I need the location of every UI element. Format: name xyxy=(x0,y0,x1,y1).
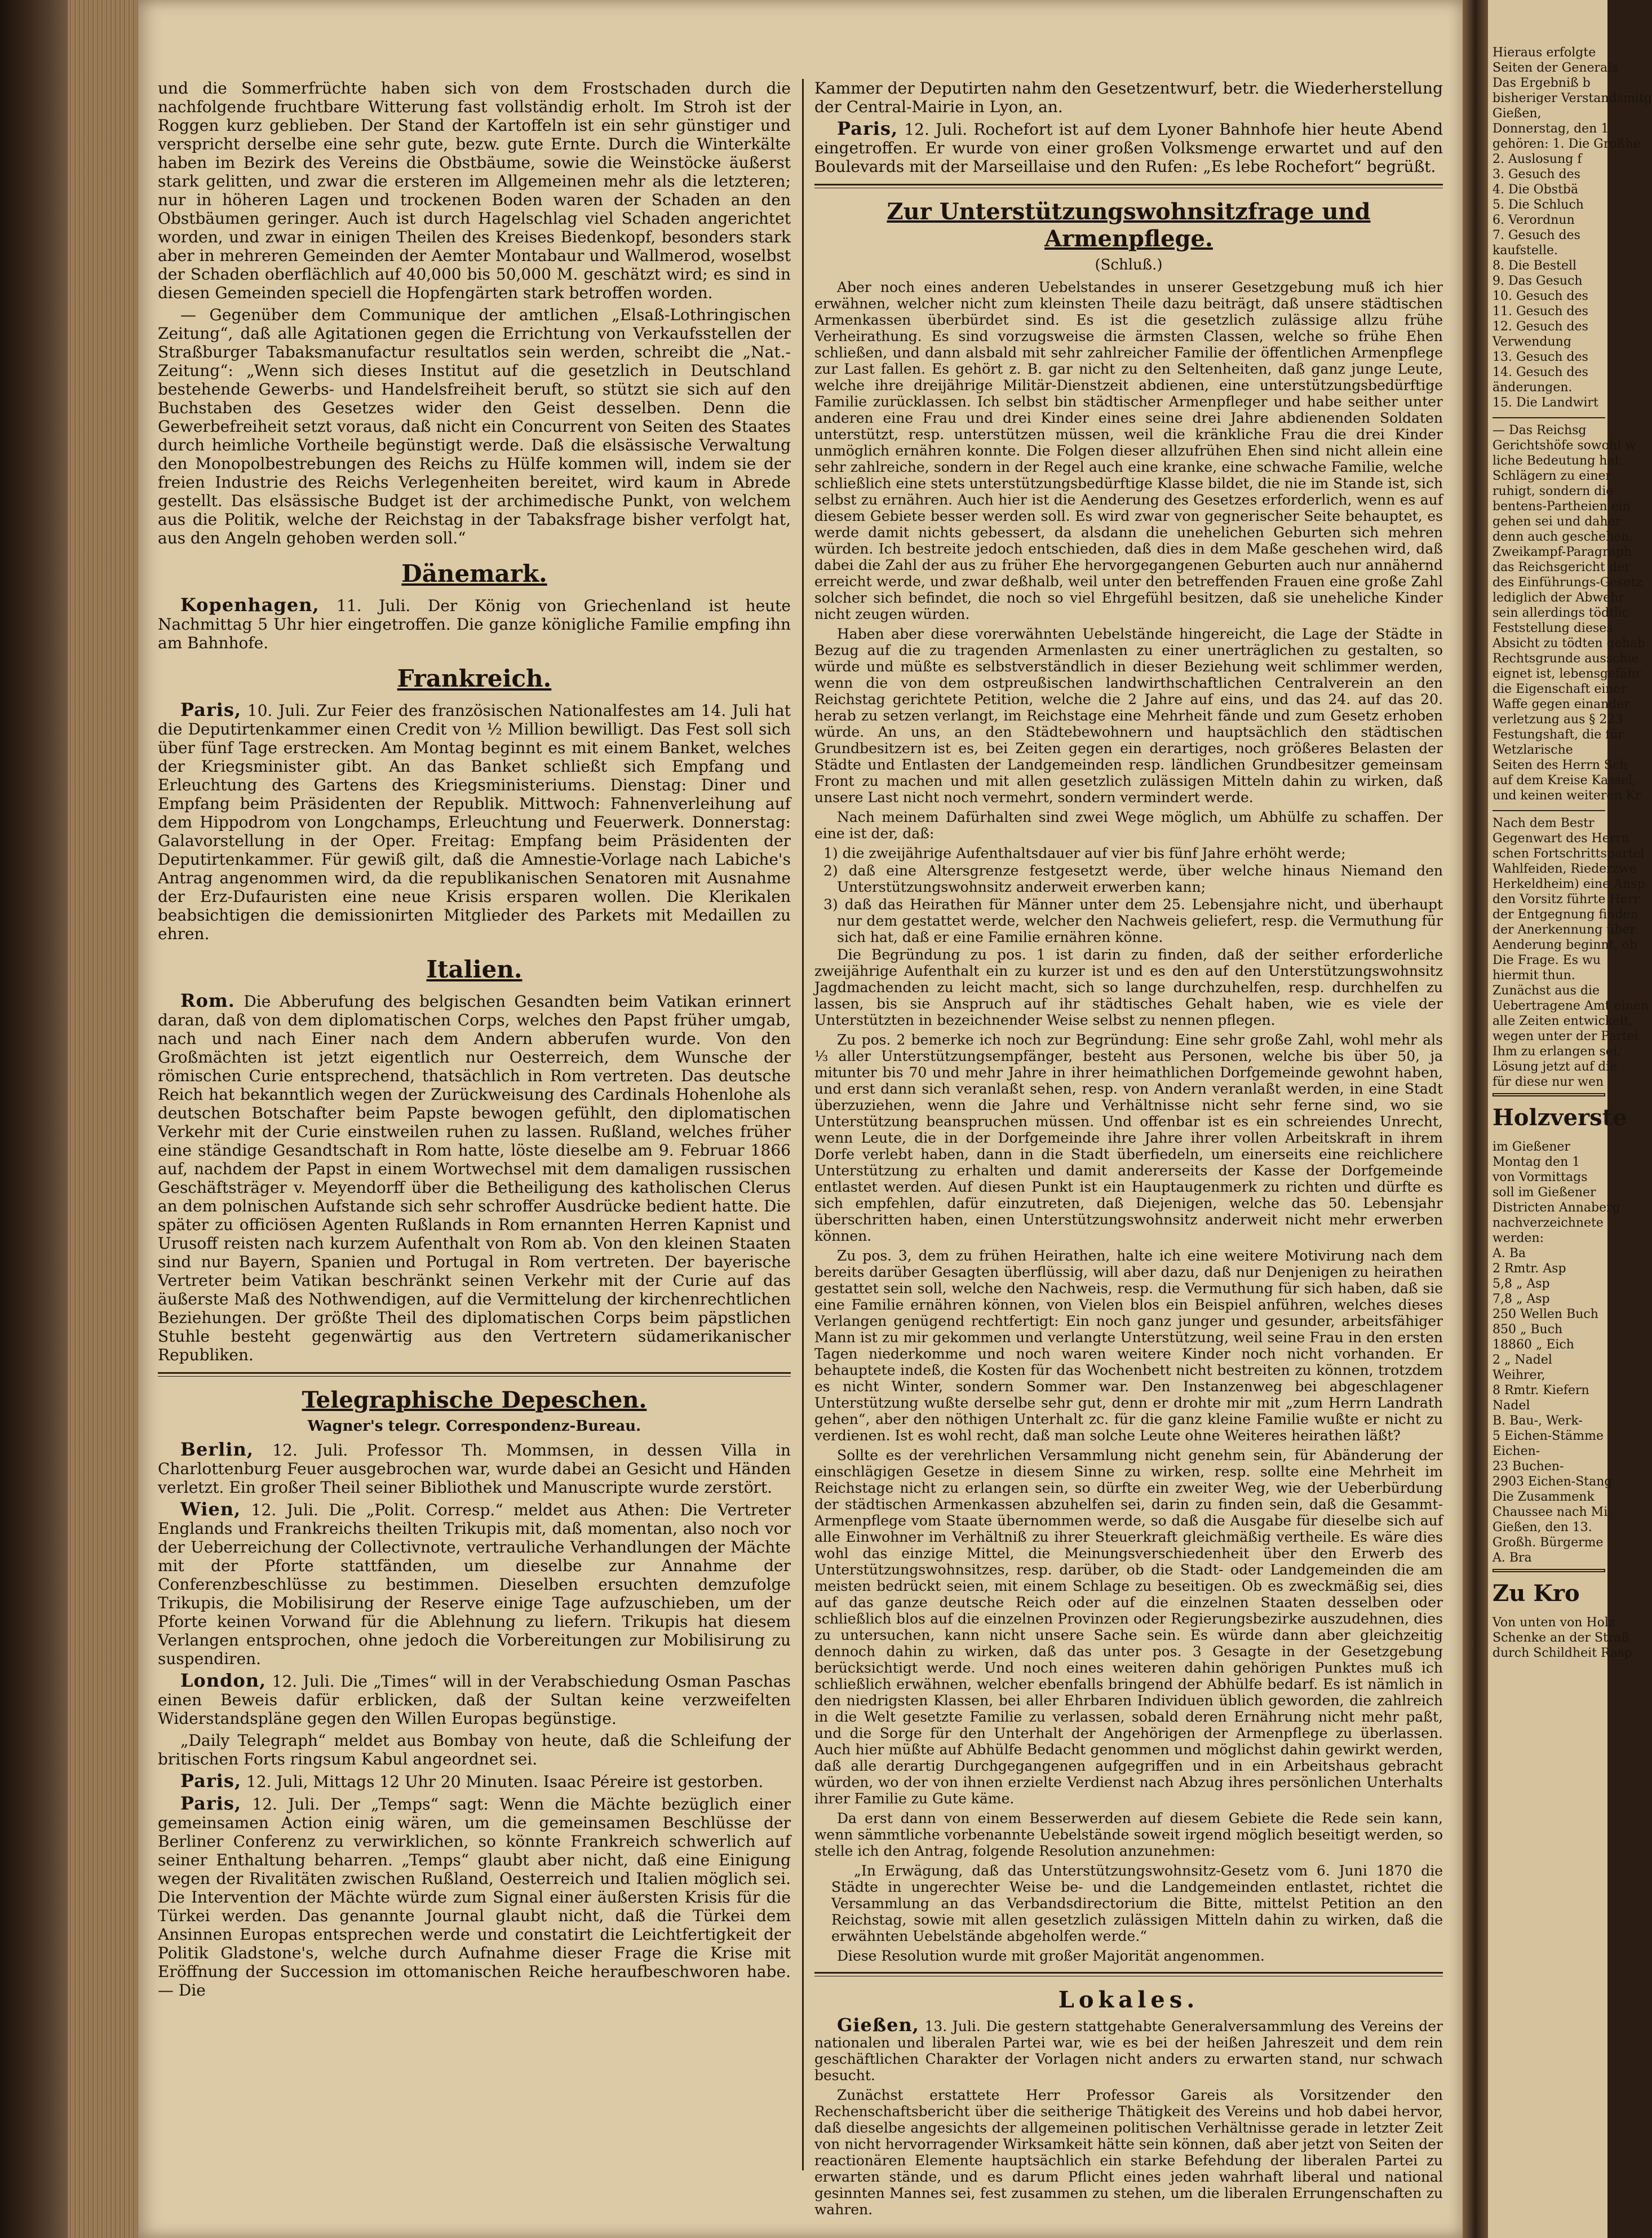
adjacent-rule xyxy=(1492,810,1605,811)
giessen-text: 13. Juli. Die gestern stattgehabte Generalversammlung des Vereins der nationalen und liberalen Partei war, wie es bei der heißen Jahreszeit und dem rein geschäftlichen Charakter der Vorlagen nicht anders zu erwarten stand, nur schwach besucht. xyxy=(814,2018,1443,2084)
london-text: 12. Juli. Die „Times“ will in der Verabschiedung Osman Paschas einen Beweis dafür erblicken, daß der Sultan keine verzweifelten Widerstandspläne gegen den Willen Europas begünstige. xyxy=(158,1672,791,1728)
adjacent-line: Großh. Bürgerme xyxy=(1492,1536,1604,1550)
section-divider xyxy=(814,1972,1443,1976)
adjacent-line: 7,8 „ Asp xyxy=(1492,1292,1550,1306)
adjacent-line: A. Bra xyxy=(1492,1551,1532,1565)
adjacent-list-low xyxy=(1492,816,1649,1090)
resolution-quote: „In Erwägung, daß das Unterstützungswohnsitz-Gesetz vom 6. Juni 1870 die Städte in ungerechter Weise be- und die Landgemeinden entlastet, richtet die Versammlung an das Verbandsdirectorium die Bitte, mittelst Petition an den Reichstag, sowie mit allen gesetzlich zulässigen Mitteln dahin zu wirken, daß die erwähnten Uebelstände abgeholfen werde.“ xyxy=(831,1863,1443,1944)
adjacent-line: Seiten der Generals xyxy=(1492,61,1618,75)
adjacent-line: 6. Verordnun xyxy=(1492,213,1575,227)
armen-paragraph-7: Sollte es der verehrlichen Versammlung nicht genehm sein, für Abänderung der einschlägigen Gesetze in diesem Sinne zu wirken, resp. sollte eine Mehrheit im Reichstage nicht zu erlangen sein, so dürfte ein zweiter Weg, wie der Ueberbürdung der städtischen Armenkassen abzuhelfen sei, darin zu finden sein, daß die Gesammt-Armenpflege vom Staate übernommen werde, so daß die Ausgabe für dieselbe sich auf alle Einwohner im Verhältniß zu ihrer Steuerkraft gleichmäßig vertheile. Es wäre dies wohl das einzige Mittel, die Meinungsverschiedenheit über den Erwerb des Unterstützungswohnsitzes, resp. darüber, ob die Stadt- oder Landgemeinden die am meisten bedrückt seien, mit einem Schlage zu beseitigen. Ob es zweckmäßig sei, dies auf das ganze deutsche Reich oder auf die einzelnen Staaten desselben oder schließlich blos auf die einzelnen Provinzen oder Regierungsbezirke auszudehnen, dies zu untersuchen, kann nicht unsere Sache sein. Es würde dann aber gleichzeitig dennoch dahin zu wirken, daß das unter pos. 3 Gesagte in der Gesetzgebung berücksichtigt werde. Und noch eines weiteren dahin gehörigen Punktes muß ich schließlich erwähnen, welcher ebenfalls bringend der Abhülfe bedarf. Es ist nämlich in den niedrigsten Klassen, bei aller Ehrbaren Individuen üblich geworden, die zahlreich in die Welt gesetzte Familie zu verlassen, sobald deren Ernährung nicht mehr paßt, und die Sorge für den Unterhalt der Angehörigen der Armenpflege zu überlassen. Auch hier müßte auf Abhülfe Bedacht genommen und möglichst dahin gewirkt werden, daß alle derartig Durchgegangenen aufgegriffen und in ein Arbeitshaus gebracht würden, wo der von ihnen erzielte Verdienst nach Abzug ihres persönlichen Unterhalts ihrer Familie zu Gute käme. xyxy=(814,1447,1443,1807)
section-head-daenemark: Dänemark. xyxy=(401,560,547,587)
adjacent-line: Chaussee nach Mi xyxy=(1492,1505,1608,1519)
adjacent-line: wegen unter der Partei xyxy=(1492,1029,1638,1043)
dateline-paris-1: Paris, xyxy=(180,699,242,720)
armen-paragraph-3: Nach meinem Dafürhalten sind zwei Wege möglich, um Abhülfe zu schaffen. Der eine ist der, daß: xyxy=(814,809,1443,842)
book-gutter xyxy=(1463,0,1488,2238)
adjacent-line: 8. Die Bestell xyxy=(1492,259,1577,273)
adjacent-line: Die Frage. Es wu xyxy=(1492,953,1601,967)
adjacent-line: 14. Gesuch des xyxy=(1492,365,1588,379)
adjacent-line: und keinen weiteren Kr xyxy=(1492,789,1641,803)
adjacent-line: Gerichtshöfe sowohl w xyxy=(1492,439,1636,453)
adjacent-page-column xyxy=(1492,45,1652,1661)
kopenhagen-text: 11. Juli. Der König von Griechenland ist heute Nachmittag 5 Uhr hier eingetroffen. Die ganze königliche Familie empfing ihn am Bahnhofe. xyxy=(158,596,791,652)
paris-4-text: 12. Juli. Rochefort ist auf dem Lyoner Bahnhofe hier heute Abend eingetroffen. Er wurde von einer großen Volksmenge erwartet und auf den Boulevards mit der Marseillaise und den Rufen: „Es lebe Rochefort“ begrüßt. xyxy=(814,120,1443,176)
adjacent-list-top xyxy=(1492,45,1652,410)
section-divider xyxy=(158,1372,791,1377)
adjacent-line: 12. Gesuch des xyxy=(1492,320,1588,334)
daily-telegraph-text: „Daily Telegraph“ meldet aus Bombay von heute, daß die Schleifung der britischen Forts ringsum Kabul angeordnet sei. xyxy=(158,1731,791,1768)
adjacent-line: Die Zusammenk xyxy=(1492,1490,1595,1504)
adjacent-line: 2 Rmtr. Asp xyxy=(1492,1262,1566,1276)
adjacent-line: das Reichsgericht der xyxy=(1492,560,1631,574)
adjacent-line: Hieraus erfolgte xyxy=(1492,46,1596,60)
adjacent-line: schen Fortschrittspartei xyxy=(1492,847,1645,861)
adjacent-line: denn auch geschehen. xyxy=(1492,530,1633,544)
newspaper-page xyxy=(138,0,1463,2238)
armen-paragraph-2: Haben aber diese vorerwähnten Uebelstände hingereicht, die Lage der Städte in Bezug auf die zu tragenden Armenlasten zu einer unerträglichen zu gestalten, so würde und müßte es selbstverständlich in dieser Beziehung weit schlimmer werden, wenn die von dem ostpreußischen landwirthschaftlichen Centralverein an den Reichstag gerichtete Petition, welche die 2 Jahre auf eins, und das 24. auf das 20. herab zu setzen verlangt, im Reichstage eine Mehrheit fände und zum Gesetz erhoben würde. An uns, an den Städtebewohnern und hauptsächlich den städtischen Grundbesitzern ist es, bei Zeiten gegen ein derartiges, noch größeres Belasten der Städte und Entlasten der Landgemeinden resp. ländlichen Grundbesitzer gemeinsam Front zu machen und mit allen gesetzlich zulässigen Mitteln dahin zu wirken, daß unsere Last nicht noch vermehrt, sondern vermindert werde. xyxy=(814,626,1443,806)
giessen-paragraph-2: Zunächst erstattete Herr Professor Gareis als Vorsitzender den Rechenschaftsbericht über die seitherige Thätigkeit des Vereins und hob dabei hervor, daß dieselbe angesichts der allgemeinen politischen Verhältnisse gerade in letzter Zeit von nicht hervorragender Wirksamkeit hätte sein können, daß aber jetzt von Seiten der reactionären Elemente hauptsächlich ein starke Befehdung der liberalen Partei zu erwarten stände, und es darum Pflicht eines jeden wahrhaft liberal und national gesinnten Mannes sei, fest zusammen zu stehen, um die liberalen Errungenschaften zu wahren. xyxy=(814,2087,1443,2218)
adjacent-line: den Vorsitz führte Herr xyxy=(1492,892,1640,906)
adjacent-line: Montag den 1 xyxy=(1492,1155,1580,1169)
adjacent-line: 15. Die Landwirt xyxy=(1492,396,1598,410)
dateline-london: London, xyxy=(180,1670,267,1691)
adjacent-line: Aenderung beginnt, ob xyxy=(1492,938,1637,952)
right-column xyxy=(814,79,1443,2218)
dateline-kopenhagen: Kopenhagen, xyxy=(180,594,320,616)
adjacent-line: 2903 Eichen-Stang xyxy=(1492,1475,1613,1489)
adjacent-line: Uebertragene Amt einen xyxy=(1492,999,1649,1013)
wien-text: 12. Juli. Die „Polit. Corresp.“ meldet aus Athen: Die Vertreter Englands und Frankreichs theilten Trikupis mit, daß momentan, also noch vor der Ueberreichung der Collectivnote, vertrauliche Verhandlungen der Mächte mit der Pforte stattfänden, um dieselbe zur Annahme der Conferenzbeschlüsse zu bestimmen. Dieselben ersuchten demzufolge Trikupis, die Mobilisirung der Reserve einige Tage aufzuschieben, um der Pforte keinen Vorwand für die Ablehnung zu liefern. Trikupis hat diesem Verlangen entsprochen, ohne jedoch die Vorbereitungen zur Mobilisirung zu suspendiren. xyxy=(158,1501,791,1668)
adjacent-line: 10. Gesuch des xyxy=(1492,289,1588,303)
adjacent-line: auf dem Kreise Kassel, xyxy=(1492,773,1636,788)
rom-text: Die Abberufung des belgischen Gesandten beim Vatikan erinnert daran, daß von dem diplomatischen Corps, welches den Papst früher umgab, nach und nach Einer nach dem Andern abberufen wurde. Von den Großmächten ist jetzt eigentlich nur Oesterreich, dem Wunsche der römischen Curie entsprechend, thatsächlich in Rom vertreten. Das deutsche Reich hat bekanntlich wegen der Zurückweisung des Cardinals Hohenlohe als deutschen Botschafter beim Papste bewogen gefühlt, den diplomatischen Verkehr mit der Curie einstweilen ruhen zu lassen. Rußland, welches früher eine ständige Gesandtschaft in Rom hatte, löste dieselbe am 9. Februar 1866 auf, nachdem der Papst in einem Wortwechsel mit dem damaligen russischen Geschäftsträger v. Meyendorff über die Betheiligung des katholischen Clerus an dem polnischen Aufstande sich sehr schroffer Ausdrücke bedient hatte. Die später zu officiösen Agenten Rußlands in Rom ernannten Herren Kapnist und Urusoff reisten nach kurzem Aufenthalt von Rom ab. Von den kleinen Staaten sind nur Bayern, Spanien und Portugal in Rom vertreten. Der bayerische Vertreter beim Vatikan beschränkt seinen Verkehr mit der Curie auf das äußerste Maß des Nothwendigen, auf die Vermittelung der kirchenrechtlichen Beziehungen. Der größte Theil des diplomatischen Corps beim päpstlichen Stuhle besteht gegenwärtig aus den Vertretern südamerikanischer Republiken. xyxy=(158,992,791,1364)
adjacent-line: änderungen. xyxy=(1492,381,1573,395)
armen-paragraph-1: Aber noch eines anderen Uebelstandes in unserer Gesetzgebung muß ich hier erwähnen, welcher nicht zum kleinsten Theile dazu beiträgt, daß unsere städtischen Armenkassen überbürdet sind. Es ist die gesetzlich zulässige allzu frühe Verheirathung. Es sind vorzugsweise die ärmsten Classen, welche so frühe Ehen schließen, und dann alsbald mit sehr zahlreicher Familie der öffentlichen Armenpflege zur Last fallen. Es gehört z. B. gar nicht zu den Seltenheiten, daß ganz junge Leute, welche ihre dreijährige Militär-Dienstzeit abdienen, eine unterstützungsbedürftige Familie zurücklassen. Ich selbst bin städtischer Armenpfleger und habe seither unter anderen eine Frau und drei Kinder eines seine drei Jahre abdienenden Soldaten unterstützt, resp. unterstützen müssen, weil die kränkliche Frau die drei Kinder unmöglich ernähren konnte. Die Folgen dieser allzufrühen Ehen sind nicht allein eine sehr zahlreiche, sondern in der Regel auch eine kranke, eine schwache Familie, welche schließlich eine stets unterstützungsbedürftige Klasse bildet, die nie im Stande ist, sich selbst zu ernähren. Auch hier ist die Aenderung des Gesetzes erforderlich, wenn es auf diesem Gebiete besser werden soll. Es wird zwar von gegnerischer Seite behauptet, es werde damit nichts gebessert, da alsdann die unehelichen Geburten sich mehren würden. Ich bestreite jedoch entschieden, daß dies in dem Maße geschehen wird, daß dabei die Zahl der aus zu früher Ehe hervorgegangenen Geburten auch nur annähernd erreicht werde, und zwar deßhalb, weil unter den betreffenden Frauen eine große Zahl solcher sich befindet, die noch so viel Ehrgefühl besitzen, daß sie uneheliche Kinder nicht zeugen würden. xyxy=(814,279,1443,622)
dateline-giessen: Gießen, xyxy=(837,2014,919,2036)
adjacent-line: Verwendung xyxy=(1492,335,1571,349)
adjacent-rule xyxy=(1492,417,1605,418)
adjacent-line: 5 Eichen-Stämme xyxy=(1492,1429,1604,1443)
adjacent-line: 13. Gesuch des xyxy=(1492,350,1588,364)
adjacent-line: für diese nur wen xyxy=(1492,1075,1604,1089)
armen-paragraph-4: Die Begründung zu pos. 1 ist darin zu finden, daß der seither erforderliche zweijährige Aufenthalt ein zu kurzer ist und es den auf den Unterstützungswohnsitz Jagdmachenden zu leicht macht, sich so lange durchzuhelfen, resp. durchhelfen zu lassen, bis sie Anspruch auf ihr städtisches Gehalt haben, wie es viele der Unterstützten in bezeichnender Weise selbst zu nennen pflegen. xyxy=(814,946,1443,1028)
left-column xyxy=(158,79,791,2170)
adjacent-line: 3. Gesuch des xyxy=(1492,167,1580,182)
armen-paragraph-8: Da erst dann von einem Besserwerden auf diesem Gebiete die Rede sein kann, wenn sämmtliche vorbenannte Uebelstände soweit irgend möglich beseitigt werden, so stelle ich den Antrag, folgende Resolution anzunehmen: xyxy=(814,1810,1443,1859)
adjacent-line: alle Zeiten entwickelt, xyxy=(1492,1014,1633,1028)
adjacent-line: Ihm zu erlangen sei, xyxy=(1492,1045,1621,1059)
adjacent-line: Rechtsgrunde ausschie xyxy=(1492,652,1639,666)
list-item: 1) die zweijährige Aufenthaltsdauer auf vier bis fünf Jahre erhöht werde; xyxy=(823,845,1346,861)
adjacent-line: Gegenwart des Herrn xyxy=(1492,831,1629,846)
adjacent-line: lediglich der Abwehr xyxy=(1492,591,1624,605)
adjacent-line: nachverzeichnete xyxy=(1492,1216,1604,1230)
resolution-result: Diese Resolution wurde mit großer Majorität angenommen. xyxy=(837,1948,1265,1964)
dateline-wien: Wien, xyxy=(180,1498,241,1520)
column-rule xyxy=(802,79,804,2170)
adjacent-line: B. Bau-, Werk- xyxy=(1492,1414,1583,1428)
adjacent-line: sein allerdings tödtlic xyxy=(1492,606,1629,620)
adjacent-line: bentens-Partheien ein xyxy=(1492,499,1631,514)
telegr-bureau-subhead: Wagner's telegr. Correspondenz-Bureau. xyxy=(307,1418,641,1435)
section-head-lokales: Lokales. xyxy=(1058,1987,1199,2013)
ad-head-holzversteigerung: Holzverste xyxy=(1492,1104,1627,1131)
adjacent-line: kaufstelle. xyxy=(1492,244,1558,258)
adjacent-line: A. Ba xyxy=(1492,1246,1526,1260)
book-binding-left xyxy=(0,0,68,2238)
adjacent-line: Weihrer, xyxy=(1492,1368,1545,1382)
adjacent-line: Wetzlarische xyxy=(1492,743,1573,757)
intro-paragraph: und die Sommerfrüchte haben sich von dem Frostschaden durch die nachfolgende fruchtbare Witterung fast vollständig erholt. Im Stroh ist der Roggen kurz geblieben. Der Stand der Kartoffeln ist ein sehr günstiger und verspricht derselbe eine sehr gute, bezw. gute Ernte. Durch die Winterkälte haben im Bezirk des Vereins die Obstbäume, sowie die Weinstöcke äußerst stark gelitten, und zwar die ersteren im Allgemeinen mehr als die letzteren; nur in höheren Lagen und trockenen Boden waren der Schaden an den Obstbäumen geringer. Auch ist durch Hagelschlag viel Schaden angerichtet worden, und zwar in einigen Theilen des Kreises Biedenkopf, besonders stark aber in mehreren Gemeinden der Aemter Montabaur und Wallmerod, woselbst der Schaden oberflächlich auf 40,000 bis 50,000 M. geschätzt wird; es sind in diesen Gemeinden speciell die Hopfengärten stark betroffen worden. xyxy=(158,79,791,302)
adjacent-line: die Eigenschaft einer xyxy=(1492,682,1627,696)
adjacent-line: verletzung aus § 223 xyxy=(1492,713,1623,727)
paris-3-text: 12. Juli. Der „Temps“ sagt: Wenn die Mächte bezüglich einer gemeinsamen Action einig wären, um die gemeinsamen Beschlüsse der Berliner Conferenz zu verwirklichen, so könnte Frankreich schwerlich auf seiner Enthaltung beharren. „Temps“ glaubt aber nicht, daß eine Einigung wegen der Rivalitäten zwischen Rußland, Oesterreich und Italien möglich sei. Die Intervention der Mächte würde zum Signal einer äußersten Krisis für die Türkei werden. Das genannte Journal glaubt nicht, daß die Türkei dem Ansinnen Europas entsprechen werde und constatirt die Leichtfertigkeit der Politik Gladstone's, welche durch Aufnahme dieser Frage die Krise mit Eröffnung der Succession im ottomanischen Reiche heraufbeschworen habe. — Die xyxy=(158,1795,791,2000)
dateline-rom: Rom. xyxy=(180,990,235,1011)
adjacent-line: liche Bedeutung hat, xyxy=(1492,454,1624,468)
adjacent-line: 2. Auslosung f xyxy=(1492,152,1582,166)
dateline-paris-3: Paris, xyxy=(180,1793,242,1814)
adjacent-line: 2 „ Nadel xyxy=(1492,1353,1552,1367)
adjacent-line: 4. Die Obstbä xyxy=(1492,183,1579,197)
ad-head-zu-kro: Zu Kro xyxy=(1492,1580,1580,1607)
section-divider xyxy=(814,184,1443,188)
adjacent-line: 23 Buchen- xyxy=(1492,1459,1564,1474)
paris-1-text: 10. Juli. Zur Feier des französischen Nationalfestes am 14. Juli hat die Deputirtenkammer einen Credit von ½ Million bewilligt. Das Fest soll sich über fünf Tage erstrecken. Am Montag beginnt es mit einem Banket, welches der Kriegsminister gibt. An das Banket schließt sich Empfang und Erleuchtung des Gartens des Kriegsministeriums. Dienstag: Diner und Empfang beim Präsidenten der Republik. Mittwoch: Fahnenverleihung auf dem Hippodrom von Longchamps, Erleuchtung und Feuerwerk. Donnerstag: Galavorstellung in der Oper. Freitag: Empfang beim Präsidenten der Deputirtenkammer. Für gewiß gilt, daß die Amnestie-Vorlage nach Labiche's Antrag angenommen wird, da die republikanischen Senatoren mit Ausnahme der Erz-Dufauristen eine neue Krisis ersparen wollen. Die Klerikalen beabsichtigen die demissionirten Mitglieder des Parkets mit Medaillen zu ehren. xyxy=(158,701,791,943)
adjacent-line: des Einführungs-Gesetz xyxy=(1492,576,1643,590)
adjacent-line: 250 Wellen Buch xyxy=(1492,1307,1598,1321)
adjacent-line: hiermit thun. xyxy=(1492,968,1575,983)
adjacent-line: 11. Gesuch des xyxy=(1492,304,1588,319)
adjacent-line: Lösung jetzt auf die xyxy=(1492,1060,1618,1074)
adjacent-line: Donnerstag, den 1 xyxy=(1492,122,1609,136)
adjacent-line: Feststellung dieses xyxy=(1492,621,1613,635)
adjacent-line: der Entgegnung finden xyxy=(1492,908,1638,922)
adjacent-box-rule xyxy=(1492,1569,1605,1572)
adjacent-line: Waffe gegen einander xyxy=(1492,697,1630,711)
adjacent-line: Zweikampf-Paragraph xyxy=(1492,545,1632,559)
adjacent-page xyxy=(1488,0,1652,2238)
adjacent-line: 9. Das Gesuch xyxy=(1492,274,1583,288)
adjacent-ad-lines xyxy=(1492,1139,1620,1565)
page-edges xyxy=(68,0,138,2238)
adjacent-line: 850 „ Buch xyxy=(1492,1323,1563,1337)
adjacent-line: Districten Annaberg xyxy=(1492,1201,1620,1215)
adjacent-line: Herkeldheim) eine Ansp xyxy=(1492,877,1645,891)
adjacent-line: bisheriger Verstandsmitg xyxy=(1492,91,1652,105)
adjacent-line: werden: xyxy=(1492,1231,1544,1245)
adjacent-line: Gießen, den 13. xyxy=(1492,1520,1592,1534)
adjacent-line: Nadel xyxy=(1492,1399,1530,1413)
adjacent-line: Wahlfeiden, Riederzwe xyxy=(1492,862,1637,876)
continued-text: Kammer der Deputirten nahm den Gesetzentwurf, betr. die Wiederherstellung der Central-Mairie in Lyon, an. xyxy=(814,79,1443,116)
adjacent-line: Von unten von Holz xyxy=(1492,1616,1615,1630)
berlin-text: 12. Juli. Professor Th. Mommsen, in dessen Villa in Charlottenburg Feuer ausgebrochen war, wurde dabei an Gesicht und Händen verletzt. Ein großer Theil seiner Bibliothek und Manuscripte wurde zerstört. xyxy=(158,1441,791,1497)
adjacent-line: Seiten des Herrn Sch xyxy=(1492,758,1628,772)
adjacent-line: — Das Reichsg xyxy=(1492,423,1587,437)
armen-paragraph-6: Zu pos. 3, dem zu frühen Heirathen, halte ich eine weitere Motivirung nach dem bereits darüber Gesagten überflüssig, will aber dazu, daß nur Denjenigen zu heirathen gestattet sein soll, welche den Nachweis, resp. die Vermuthung für sich haben, daß sie eine Familie ernähren können, von Vielen blos ein Beispiel anführen, welches dieses Verlangen genügend rechtfertigt: Ein noch ganz junger und gesunder, arbeitsfähiger Mann ist zu mir gekommen und verlangte Unterstützung, weil seine Frau in den ersten Tagen niederkomme und noch waren weitere Kinder noch nicht vorhanden. Er behauptete indeß, die Kosten für das Wochenbett nicht bestreiten zu können, trotzdem es nicht Winter, sondern Sommer war. Den Instanzenweg bei abgeschlagener Unterstützung wußte derselbe sehr gut, denn er drohte mir mit „zum Herrn Landrath gehen“, aber den nöthigen Unterhalt zc. für die ganz kleine Familie wußte er nicht zu verdienen. Ist es wohl recht, daß man solche Leute ohne Weiteres heirathen läßt? xyxy=(814,1248,1443,1444)
paris-2-text: 12. Juli, Mittags 12 Uhr 20 Minuten. Isaac Péreire ist gestorben. xyxy=(246,1772,764,1791)
adjacent-ad-lines-2 xyxy=(1492,1615,1632,1661)
section-head-italien: Italien. xyxy=(426,956,522,983)
adjacent-box-rule xyxy=(1492,1093,1605,1096)
list-item: 3) daß das Heirathen für Männer unter dem 25. Lebensjahre nicht, und überhaupt nur dem gestattet werde, welcher den Nachweis geliefert, resp. die Vermuthung für sich hat, daß er eine Familie ernähren könne. xyxy=(823,896,1443,945)
adjacent-line: soll im Gießener xyxy=(1492,1186,1596,1200)
adjacent-line: der Anerkennung über xyxy=(1492,923,1636,937)
adjacent-line: Nach dem Bestr xyxy=(1492,816,1595,830)
adjacent-line: gehen sei und daher xyxy=(1492,515,1622,529)
adjacent-line: Eichen- xyxy=(1492,1444,1540,1458)
section-head-telegraphische-depeschen: Telegraphische Depeschen. xyxy=(302,1387,647,1413)
armen-paragraph-5: Zu pos. 2 bemerke ich noch zur Begründung: Eine sehr große Zahl, wohl mehr als ⅓ aller Unterstützungsempfänger, besteht aus Personen, welche bis über 50, ja mitunter bis 70 und mehr Jahre in ihrer heimathlichen Dorfgemeinde gewohnt haben, und erst dann sich veranlaßt sehen, resp. von Andern veranlaßt werden, in eine Stadt überzuziehen, wenn die Jahre und Verhältnisse nicht sehr ferne sind, wo sie Unterstützung beanspruchen müssen. Und offenbar ist es ein schreiendes Unrecht, wenn Leute, die in der Dorfgemeinde ihre Jahre ihrer vollen Arbeitskraft in ihrem Dorfe verlebt haben, dann in die Stadt überfiedeln, um einerseits eine reichlichere Unterstützung zu erhalten und damit andererseits der Kasse der Dorfgemeinde entlastet werden. Auf diesen Punkt ist ein Hauptaugenmerk zu richten und dürfte es sich empfehlen, dafür einzutreten, daß Diejenigen, welche das 50. Lebensjahr überschritten haben, einen Unterstützungswohnsitz anderweit nicht mehr erwerben können. xyxy=(814,1032,1443,1244)
adjacent-line: gehören: 1. Die Großhe xyxy=(1492,137,1641,151)
adjacent-line: Schlägern zu einer xyxy=(1492,469,1612,483)
section-head-frankreich: Frankreich. xyxy=(397,665,552,692)
adjacent-line: von Vormittags xyxy=(1492,1170,1588,1184)
adjacent-line: 18860 „ Eich xyxy=(1492,1338,1574,1352)
adjacent-line: eignet ist, lebensgefähr xyxy=(1492,667,1641,681)
adjacent-line: Absicht zu tödten gehab xyxy=(1492,636,1646,651)
article-continued-note: (Schluß.) xyxy=(1095,256,1163,273)
adjacent-line: Das Ergebniß b xyxy=(1492,76,1591,90)
adjacent-line: Gießen, xyxy=(1492,107,1542,121)
elsass-paragraph: — Gegenüber dem Communique der amtlichen „Elsaß-Lothringischen Zeitung“, daß alle Agitationen gegen die Errichtung von Verkaufsstellen der Straßburger Tabaksmanufactur resultatlos sein werden, schreibt die „Nat.-Zeitung“: „Wenn sich dieses Institut auf die gesetzlich in Deutschland bestehende Gewerbs- und Handelsfreiheit beruft, so stützt sie sich auf den Buchstaben des Gesetzes wider den Geist desselben. Denn die Gewerbefreiheit setzt voraus, daß nicht ein Concurrent von Seiten des Staates durch heimliche Vortheile begünstigt werde. Daß die elsässische Verwaltung den Monopolbestrebungen des Reichs zu Hülfe kommen will, indem sie der freien Industrie des Reichs Verlegenheiten bereitet, wird kaum in Abrede gestellt. Das elsässische Budget ist der archimedische Punkt, von welchem aus die Politik, welche der Reichstag in der Tabaksfrage bisher verfolgt hat, aus den Angeln gehoben werden soll.“ xyxy=(158,306,791,547)
dateline-berlin: Berlin, xyxy=(180,1439,254,1460)
adjacent-line: 5,8 „ Asp xyxy=(1492,1277,1550,1291)
dateline-paris-4: Paris, xyxy=(837,118,898,139)
adjacent-line: Zunächst aus die xyxy=(1492,984,1600,998)
adjacent-line: im Gießener xyxy=(1492,1140,1570,1154)
article-title-armenpflege: Zur Unterstützungswohnsitzfrage und Armenpflege. xyxy=(887,198,1371,252)
list-item: 2) daß eine Altersgrenze festgesetzt werde, über welche hinaus Niemand den Unterstützungswohnsitz anderweit erwerben kann; xyxy=(823,863,1443,895)
adjacent-line: Schenke an der Straß xyxy=(1492,1631,1630,1645)
adjacent-line: Festungshaft, die für xyxy=(1492,728,1624,742)
dateline-paris-2: Paris, xyxy=(180,1770,242,1792)
adjacent-line: ruhigt, sondern die xyxy=(1492,484,1614,498)
adjacent-line: 7. Gesuch des xyxy=(1492,228,1580,242)
adjacent-line: durch Schildheit Rasp xyxy=(1492,1646,1632,1660)
adjacent-line: 5. Die Schluch xyxy=(1492,198,1584,212)
adjacent-line: 8 Rmtr. Kiefern xyxy=(1492,1383,1589,1397)
adjacent-list-mid xyxy=(1492,423,1646,803)
